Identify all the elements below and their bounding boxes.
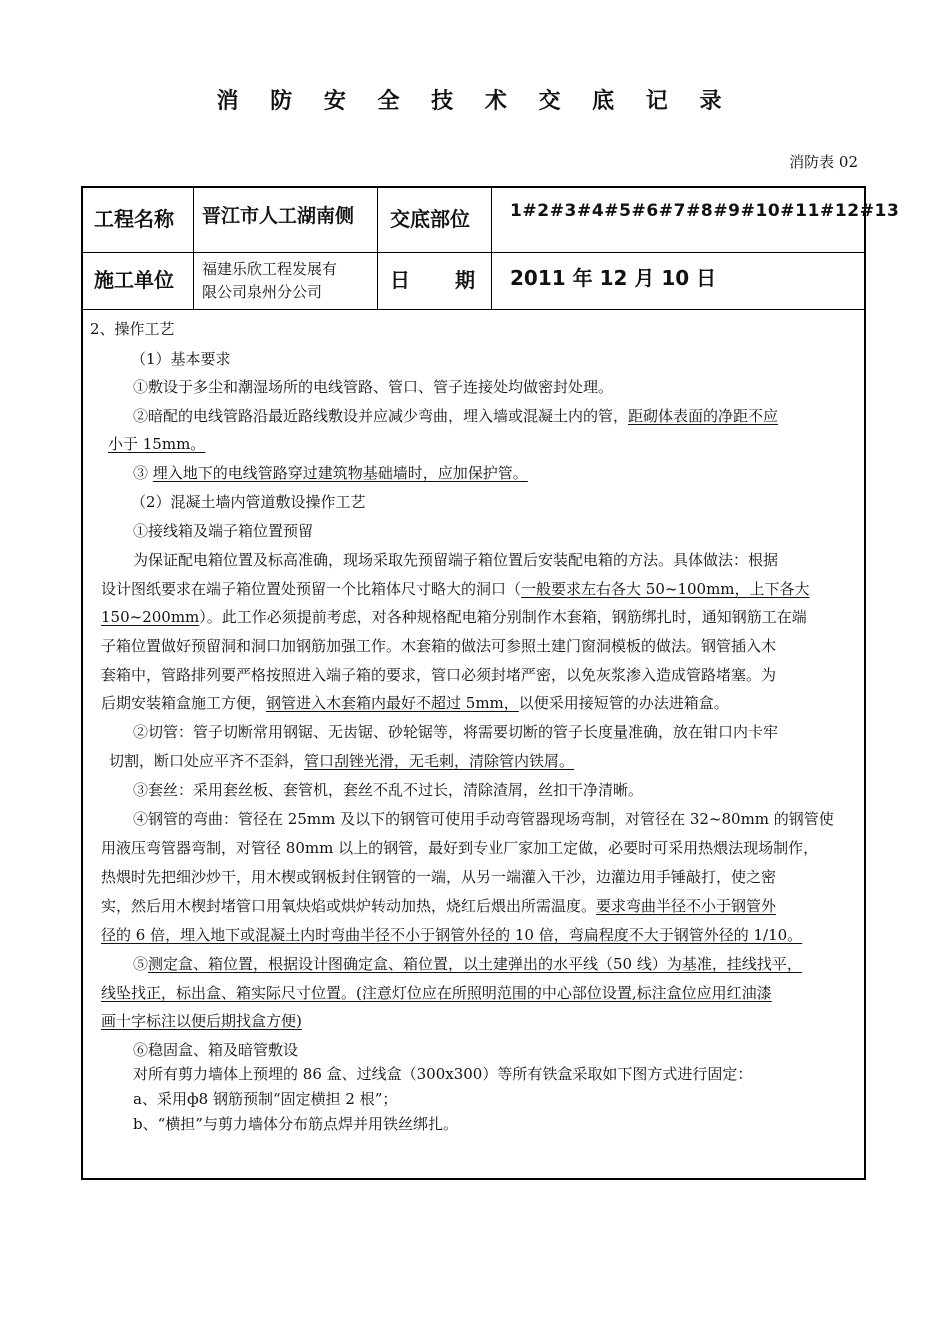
underlined-text: 画十字标注以便后期找盒方便) — [101, 1012, 302, 1030]
construction-unit-line-2: 限公司泉州分公司 — [202, 283, 323, 301]
underlined-text: 埋入地下的电线管路穿过建筑物基础墙时，应加保护管。 — [152, 464, 528, 482]
section-heading: 2、操作工艺 — [90, 320, 175, 338]
text-line: a、采用ф8 钢筋预制“固定横担 2 根”； — [133, 1090, 398, 1108]
construction-unit-label: 施工单位 — [94, 268, 174, 292]
text-line: 后期安装箱盒施工方便，钢管进入木套箱内最好不超过 5mm，以便采用接短管的办法进箱盒。 — [101, 694, 729, 712]
sub-heading-basic: （1）基本要求 — [131, 350, 231, 368]
col-divider-1 — [193, 188, 194, 309]
underlined-text: 150~200mm — [101, 608, 200, 626]
text-line: ③套丝：采用套丝板、套管机，套丝不乱不过长，清除渣屑，丝扣干净清晰。 — [133, 781, 644, 799]
text-line: ②暗配的电线管路沿最近路线敷设并应减少弯曲，埋入墙或混凝土内的管，距砌体表面的净距不应 — [133, 407, 779, 425]
text-line: 切割，断口处应平齐不歪斜，管口刮锉光滑，无毛刺，清除管内铁屑。 — [109, 752, 575, 770]
text-line: 150~200mm）。此工作必须提前考虑，对各种规格配电箱分别制作木套箱，钢筋绑扎时，通知钢筋工在端 — [101, 608, 807, 626]
form-number: 消防表 02 — [789, 153, 858, 171]
text-line: ⑤测定盒、箱位置，根据设计图确定盒、箱位置，以土建弹出的水平线（50 线）为基准，挂线找平， — [133, 955, 802, 973]
text-line: ②切管：管子切断常用钢锯、无齿锯、砂轮锯等，将需要切断的管子长度量准确，放在钳口内卡牢 — [133, 723, 779, 741]
text-line: 对所有剪力墙体上预埋的 86 盒、过线盒（300x300）等所有铁盒采取如下图方式进行固定： — [133, 1065, 753, 1083]
text-line: 实，然后用木楔封堵管口用氧炔焰或烘炉转动加热，烧红后煨出所需温度。要求弯曲半径不小于钢管外 — [101, 897, 777, 915]
date-label: 日 期 — [390, 268, 475, 292]
col-divider-3 — [491, 188, 492, 309]
underlined-text: 测定盒、箱位置，根据设计图确定盒、箱位置，以土建弹出的水平线（50 线）为基准，挂线找平， — [148, 955, 802, 973]
text-line: ①敷设于多尘和潮湿场所的电线管路、管口、管子连接处均做密封处理。 — [133, 378, 614, 396]
underlined-text: 一般要求左右各大 50~100mm，上下各大 — [521, 580, 810, 598]
document-title: 消 防 安 全 技 术 交 底 记 录 — [216, 89, 734, 114]
row-divider-1 — [83, 252, 864, 253]
project-name-label: 工程名称 — [94, 207, 174, 231]
text-line: ①接线箱及端子箱位置预留 — [133, 522, 314, 540]
row-divider-2 — [83, 309, 864, 310]
col-divider-2 — [377, 188, 378, 309]
text-line: 为保证配电箱位置及标高准确，现场采取先预留端子箱位置后安装配电箱的方法。具体做法：根据 — [133, 551, 779, 569]
underlined-text: 管口刮锉光滑，无毛刺，清除管内铁屑。 — [304, 752, 575, 770]
underlined-text: 距砌体表面的净距不应 — [628, 407, 779, 425]
sub-heading-concrete: （2）混凝土墙内管道敷设操作工艺 — [131, 493, 366, 511]
underlined-text: 线坠找正，标出盒、箱实际尺寸位置。(注意灯位应在所照明范围的中心部位设置,标注盒位应用红油漆 — [101, 984, 772, 1002]
project-name-value: 晋江市人工湖南侧 — [202, 205, 355, 227]
underlined-text: 小于 15mm。 — [108, 435, 206, 453]
disclosure-part-value: 1#2#3#4#5#6#7#8#9#10#11#12#13 — [510, 201, 900, 221]
text-line: ⑥稳固盒、箱及暗管敷设 — [133, 1041, 299, 1059]
construction-unit-value — [202, 258, 337, 304]
underlined-text: 径的 6 倍，埋入地下或混凝土内时弯曲半径不小于钢管外径的 10 倍，弯扁程度不大于钢管外径的 1/10。 — [101, 926, 803, 944]
text-line: b、“横担”与剪力墙体分布筋点焊并用铁丝绑扎。 — [133, 1115, 458, 1133]
text-line: 子箱位置做好预留洞和洞口加钢筋加强工作。木套箱的做法可参照土建门窗洞模板的做法。钢管插入木 — [101, 637, 777, 655]
underlined-text: 钢管进入木套箱内最好不超过 5mm， — [266, 694, 519, 712]
text-line: ③ 埋入地下的电线管路穿过建筑物基础墙时，应加保护管。 — [133, 464, 528, 482]
record-table — [81, 186, 900, 1180]
text-line: ④钢管的弯曲：管径在 25mm 及以下的钢管可使用手动弯管器现场弯制，对管径在 32~80mm 的钢管使 — [133, 810, 834, 828]
date-value: 2011 年 12 月 10 日 — [510, 266, 717, 290]
disclosure-part-label: 交底部位 — [390, 207, 470, 231]
underlined-text: 要求弯曲半径不小于钢管外 — [596, 897, 777, 915]
text-line: 热煨时先把细沙炒干，用木楔或钢板封住钢管的一端，从另一端灌入干沙，边灌边用手锤敲打，使之密 — [101, 868, 777, 886]
text-line: 套箱中，管路排列要严格按照进入端子箱的要求，管口必须封堵严密，以免灰浆渗入造成管路堵塞。为 — [101, 666, 777, 684]
construction-unit-line-1: 福建乐欣工程发展有 — [202, 260, 338, 278]
text-line: 用液压弯管器弯制，对管径 80mm 以上的钢管，最好到专业厂家加工定做，必要时可采用热煨法现场制作， — [101, 839, 819, 857]
text-line: 设计图纸要求在端子箱位置处预留一个比箱体尺寸略大的洞口（一般要求左右各大 50~100mm，上下各大 — [101, 580, 810, 598]
